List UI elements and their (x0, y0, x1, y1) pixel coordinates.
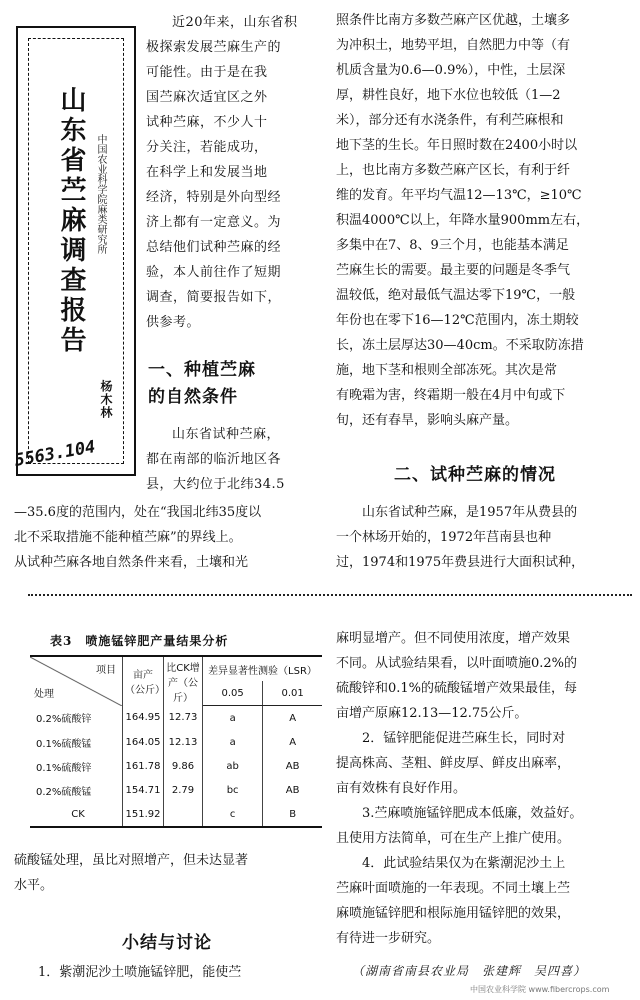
handwritten-stamp: 5563.104 (12, 437, 98, 471)
text-line: —35.6度的范围内，处在“我国北纬35度以 (14, 505, 262, 520)
text-line: 供参考。 (146, 315, 201, 330)
cell-p05: ab (203, 754, 263, 778)
cell-yield: 161.78 (123, 754, 164, 778)
text-line: 麻明显增产。但不同使用浓度，增产效果 (336, 631, 571, 646)
text-line: 济上都有一定意义。为 (146, 215, 282, 230)
text-line: 山东省试种苎麻， (172, 427, 281, 442)
text-line: 山东省试种苎麻，是1957年从费县的 (362, 505, 578, 520)
bottom-left-text (14, 848, 318, 898)
page-separator (28, 594, 632, 606)
header-treatment: 处理 (34, 688, 54, 700)
text-line: 国苎麻次适宜区之外 (146, 90, 268, 105)
header-p01: 0.01 (263, 681, 322, 706)
text-line: 极探索发展苎麻生产的 (146, 40, 282, 55)
text-line: 验，本人前往作了短期 (146, 265, 282, 280)
text-line: 照条件比南方多数苎麻产区优越，土壤多 (336, 13, 571, 28)
text-line: 一个林场开始的，1972年莒南县也种 (336, 530, 552, 545)
summary-line: 1．紫潮泥沙土喷施锰锌肥，能使苎 (38, 965, 242, 980)
table-row (30, 778, 322, 802)
text-line: 2．锰锌肥能促进苎麻生长，同时对 (362, 731, 566, 746)
text-line: 亩增产原麻12.13—12.75公斤。 (336, 706, 528, 721)
text-line: 硫酸锰处理，虽比对照增产，但未达显著 (14, 853, 249, 868)
header-increase: 比CK增产（公斤） (164, 656, 203, 706)
text-line: 上，也比南方多数苎麻产区长，有利于纤 (336, 163, 571, 178)
text-line: 经济，特别是外向型经 (146, 190, 282, 205)
intro-paragraph (146, 10, 316, 335)
text-line: 维的发育。年平均气温12—13℃，≥10℃ (336, 188, 582, 203)
text-line: 在科学上和发展当地 (146, 165, 268, 180)
text-line: 有晚霜为害，终霜期一般在4月中旬或下 (336, 388, 566, 403)
cell-p01: A (289, 736, 297, 748)
text-line: 4．此试验结果仅为在紫潮泥沙土上 (362, 856, 566, 871)
cell-p05: c (203, 802, 263, 827)
cell-treatment: 0.2%硫酸锌 (30, 706, 123, 731)
yield-table (30, 655, 322, 828)
section-1-heading-line1: 一、种植苎麻 (148, 360, 256, 380)
cell-p05: a (203, 730, 263, 754)
table-row (30, 706, 322, 731)
text-line: 施，地下茎和根则全部冻死。其次是常 (336, 363, 558, 378)
cell-treatment: CK (30, 802, 123, 827)
text-line: 有待进一步研究。 (336, 931, 441, 946)
text-line: 麻喷施锰锌肥和根际施用锰锌肥的效果， (336, 906, 571, 921)
header-lsr: 差异显著性测验（LSR） (208, 665, 317, 677)
text-line: 过，1974和1975年费县进行大面积试种， (336, 555, 585, 570)
text-line: 总结他们试种苎麻的经 (146, 240, 282, 255)
section-1-heading-line2: 的自然条件 (148, 387, 238, 407)
section-1-narrow-text (146, 422, 316, 497)
text-line: 积温4000℃以上，年降水量900mm左右， (336, 213, 590, 228)
cell-increase: 9.86 (164, 754, 203, 778)
header-p05: 0.05 (203, 681, 263, 706)
cell-treatment: 0.1%硫酸锌 (30, 754, 123, 778)
cell-yield: 164.05 (123, 730, 164, 754)
table-row (30, 730, 322, 754)
text-line: 不同。从试验结果看，以叶面喷施0.2%的 (336, 656, 578, 671)
cell-p05: a (203, 706, 263, 731)
text-line: 提高株高、茎粗、鲜皮厚、鲜皮出麻率， (336, 756, 571, 771)
section-1-wide-text (14, 500, 318, 575)
text-line: 厚，耕性良好，地下水位也较低（1—2 (336, 88, 561, 103)
cell-increase: 12.73 (164, 706, 203, 731)
text-line: 苎麻叶面喷施的一年表现。不同土壤上苎 (336, 881, 571, 896)
text-line: 苎麻生长的需要。最主要的问题是冬季气 (336, 263, 571, 278)
summary-heading: 小结与讨论 (122, 933, 212, 953)
text-line: 机质含量为0.6—0.9%），中性，土层深 (336, 63, 566, 78)
cell-yield: 154.71 (123, 778, 164, 802)
header-yield: 亩产（公斤） (123, 656, 164, 706)
text-line: 米），部分还有水浇条件，有利苎麻根和 (336, 113, 564, 128)
text-line: 地下茎的生长。年日照时数在2400小时以 (336, 138, 578, 153)
section-2-text (336, 500, 630, 575)
text-line: 水平。 (14, 878, 54, 893)
text-line: 且使用方法简单，可在生产上推广使用。 (336, 831, 571, 846)
bottom-right-text (336, 626, 630, 951)
text-line: 北不采取措施不能种植苎麻”的界线上。 (14, 530, 242, 545)
author-name: 杨木林 (99, 380, 113, 419)
author-credit: （湖南省南县农业局 张建辉 吴四喜） (352, 964, 587, 978)
text-line: 可能性。由于是在我 (146, 65, 268, 80)
author-institute: 中国农业科学院麻类研究所 (95, 134, 106, 254)
title-box (16, 26, 136, 476)
cell-increase: 12.13 (164, 730, 203, 754)
cell-treatment: 0.2%硫酸锰 (30, 778, 123, 802)
text-line: 都在南部的临沂地区各 (146, 452, 282, 467)
watermark: 中国农业科学院 www.fibercrops.com (470, 985, 610, 994)
right-column-text (336, 8, 630, 433)
text-line: 旬，还有春旱，影响头麻产量。 (336, 413, 519, 428)
text-line: 年份也在零下16—12℃范围内，冻土期较 (336, 313, 579, 328)
cell-p01: AB (285, 784, 300, 796)
text-line: 硫酸锌和0.1%的硫酸锰增产效果最佳，每 (336, 681, 578, 696)
cell-yield: 164.95 (123, 706, 164, 731)
cell-p01: B (289, 808, 297, 820)
table-row (30, 802, 322, 827)
text-line: 县，大约位于北纬34.5 (146, 477, 285, 492)
cell-increase: 2.79 (164, 778, 203, 802)
article-title: 山东省苎麻调查报告 (56, 86, 86, 356)
text-line: 多集中在7、8、9三个月，也能基本满足 (336, 238, 569, 253)
cell-treatment: 0.1%硫酸锰 (30, 730, 123, 754)
text-line: 3.苎麻喷施锰锌肥成本低廉，效益好。 (362, 806, 583, 821)
table-row (30, 754, 322, 778)
text-line: 分关注，若能成功， (146, 140, 268, 155)
text-line: 从试种苎麻各地自然条件来看，土壤和光 (14, 555, 249, 570)
text-line: 温较低，绝对最低气温达零下19℃，一般 (336, 288, 576, 303)
cell-increase (164, 802, 203, 827)
text-line: 试种苎麻，不少人十 (146, 115, 268, 130)
section-2-heading: 二、试种苎麻的情况 (394, 465, 556, 485)
text-line: 调查，简要报告如下， (146, 290, 282, 305)
text-line: 长，冻土层厚达30—40cm。不采取防冻措 (336, 338, 584, 353)
text-line: 为冲积土，地势平坦，自然肥力中等（有 (336, 38, 571, 53)
header-item: 项目 (96, 665, 116, 676)
text-line: 近20年来，山东省积 (172, 15, 298, 30)
table-corner-header (30, 656, 123, 706)
cell-yield: 151.92 (123, 802, 164, 827)
table-caption: 表3 喷施锰锌肥产量结果分析 (50, 634, 229, 648)
cell-p01: A (289, 712, 297, 724)
cell-p01: AB (285, 760, 300, 772)
cell-p05: bc (203, 778, 263, 802)
text-line: 亩有效株有良好作用。 (336, 781, 467, 796)
